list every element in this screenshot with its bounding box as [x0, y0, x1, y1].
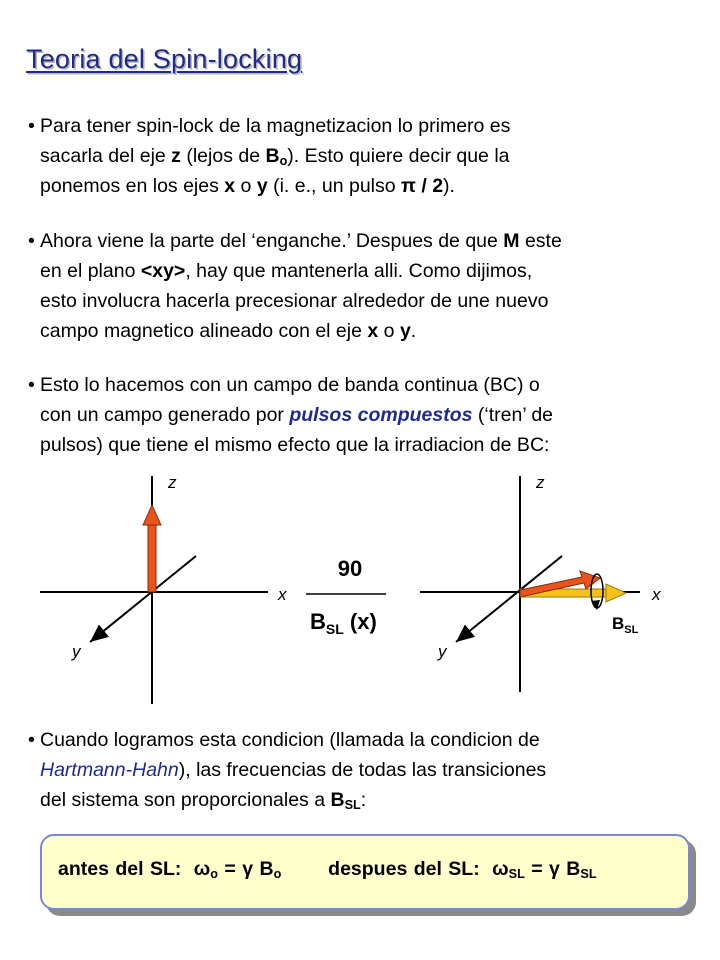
right-z-label: z	[536, 473, 545, 492]
formula-text: antes del SL: $\omega_o = \gamma$ $B_o$ despues del SL: $\omega_{SL} = \gamma$ $B_{SL}$	[58, 858, 597, 882]
bullet: •	[28, 374, 35, 396]
right-axes	[420, 473, 661, 692]
bullet: •	[28, 729, 35, 751]
paragraph-1-line-2: sacarla del eje z (lejos de $B_o$). Esto quiere decir que la	[40, 145, 510, 169]
bullet: •	[28, 115, 35, 137]
magnetization-arrow-z	[143, 505, 161, 592]
left-axes	[40, 473, 287, 704]
paragraph-4-line-3: del sistema son proporcionales a $B_{SL}$:	[40, 789, 367, 813]
left-x-label: x	[278, 585, 287, 604]
right-x-label: x	[652, 585, 661, 604]
left-y-axis	[90, 556, 196, 642]
spin-lock-diagram	[0, 470, 720, 710]
paragraph-1	[28, 111, 708, 201]
paragraph-4-line-1: • Cuando logramos esta condicion (llamada la condicion de	[28, 725, 708, 755]
paragraph-3	[28, 370, 708, 460]
formula-after-label: despues del SL:	[328, 858, 480, 880]
left-y-label: y	[72, 642, 81, 661]
formula-before-label: antes del SL:	[58, 858, 182, 880]
left-z-label: z	[168, 473, 177, 492]
right-y-label: y	[438, 642, 447, 661]
paragraph-4-line-2: Hartmann-Hahn), las frecuencias de todas las transiciones	[40, 759, 547, 781]
paragraph-3-line-2: con un campo generado por pulsos compuestos (‘tren’ de	[40, 404, 554, 426]
paragraph-2-line-2: en el plano <xy>, hay que mantenerla alli. Como dijimos,	[40, 260, 533, 282]
paragraph-1-line-3: ponemos en los ejes x o y (i. e., un pulso π / 2).	[40, 175, 455, 197]
paragraph-3-line-1: • Esto lo hacemos con un campo de banda continua (BC) o	[28, 370, 708, 400]
paragraph-2-line-4: campo magnetico alineado con el eje x o y.	[40, 320, 417, 342]
field-label: $B_{SL}$	[612, 614, 639, 636]
pulse-angle: 90	[337, 556, 363, 581]
paragraph-2-line-1: • Ahora viene la parte del ‘enganche.’ Despues de que M este	[28, 226, 708, 256]
pulse-field-label: $B_{SL}$ (x)	[310, 609, 377, 637]
paragraph-4	[28, 725, 708, 815]
bullet: •	[28, 230, 35, 252]
slide-title: Teoria del Spin-locking	[26, 44, 303, 74]
paragraph-2	[28, 226, 708, 346]
paragraph-3-line-3: pulsos) que tiene el mismo efecto que la irradiacion de BC:	[40, 434, 550, 456]
paragraph-1-line-1: • Para tener spin-lock de la magnetizacion lo primero es	[28, 111, 708, 141]
paragraph-2-line-3: esto involucra hacerla precesionar alrededor de une nuevo	[40, 290, 549, 312]
precession-arrowhead	[591, 600, 600, 610]
right-y-axis	[456, 556, 562, 642]
